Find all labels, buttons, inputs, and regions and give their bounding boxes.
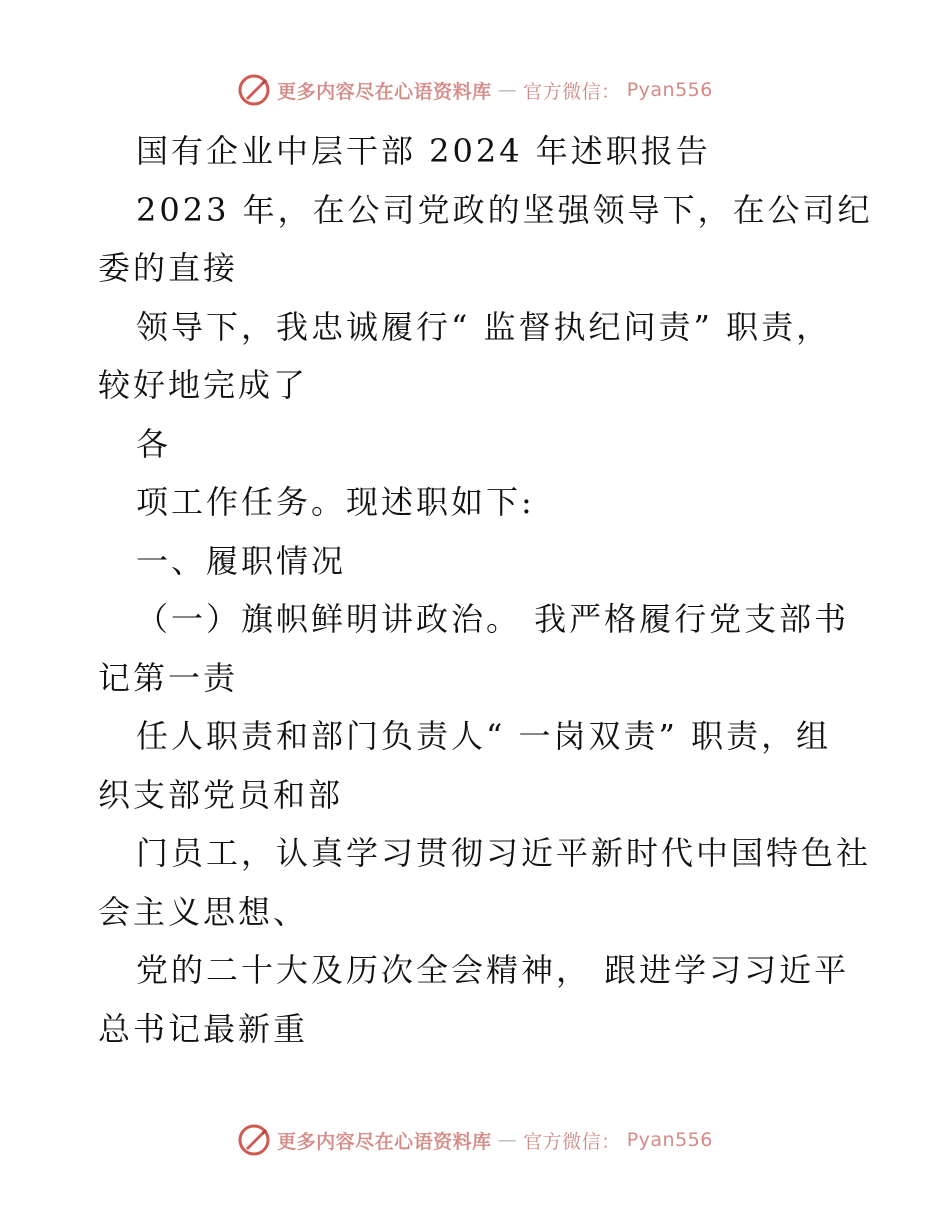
watermark-account-id: Pyan556 xyxy=(626,1129,713,1151)
text-line: 任人职责和部门负责人“ 一岗双责” 职责，组 xyxy=(136,717,832,755)
text-line: 党的二十大及历次全会精神， 跟进学习习近平 xyxy=(136,951,850,989)
watermark-account-label: 官方微信： xyxy=(523,1130,621,1153)
text-line: 较好地完成了 xyxy=(98,366,309,404)
watermark-brand: 更多内容尽在心语资料库 xyxy=(277,1130,492,1153)
section-heading: 一、履职情况 xyxy=(136,541,347,580)
watermark-dash: — xyxy=(497,79,518,101)
text-line: 总书记最新重 xyxy=(98,1009,309,1048)
text-line: 记第一责 xyxy=(98,658,239,697)
watermark-account-id: Pyan556 xyxy=(626,79,713,101)
watermark-dash: — xyxy=(497,1129,518,1151)
watermark-account-label: 官方微信： xyxy=(523,80,621,103)
text-line: 织支部党员和部 xyxy=(98,775,344,814)
footer-watermark xyxy=(0,1120,950,1160)
subsection-heading: （一）旗帜鲜明讲政治。 我严格履行党支部书 xyxy=(136,600,850,638)
watermark-brand: 更多内容尽在心语资料库 xyxy=(277,80,492,103)
text-line: 领导下，我忠诚履行“ 监督执纪问责” 职责， xyxy=(136,307,832,346)
document-body xyxy=(98,122,873,1058)
text-line: 项工作任务。现述职如下: xyxy=(136,483,535,521)
document-title: 国有企业中层干部 2024 年述职报告 xyxy=(136,132,711,170)
header-watermark xyxy=(0,70,950,110)
quill-logo-icon xyxy=(237,73,271,107)
text-line: 各 xyxy=(136,424,172,463)
text-line: 会主义思想、 xyxy=(98,892,309,931)
text-line: 委的直接 xyxy=(98,249,239,287)
text-line: 门员工，认真学习贯彻习近平新时代中国特色社 xyxy=(136,834,872,872)
text-line: 2023 年，在公司党政的坚强领导下，在公司纪 xyxy=(136,190,873,229)
quill-logo-icon xyxy=(237,1123,271,1157)
